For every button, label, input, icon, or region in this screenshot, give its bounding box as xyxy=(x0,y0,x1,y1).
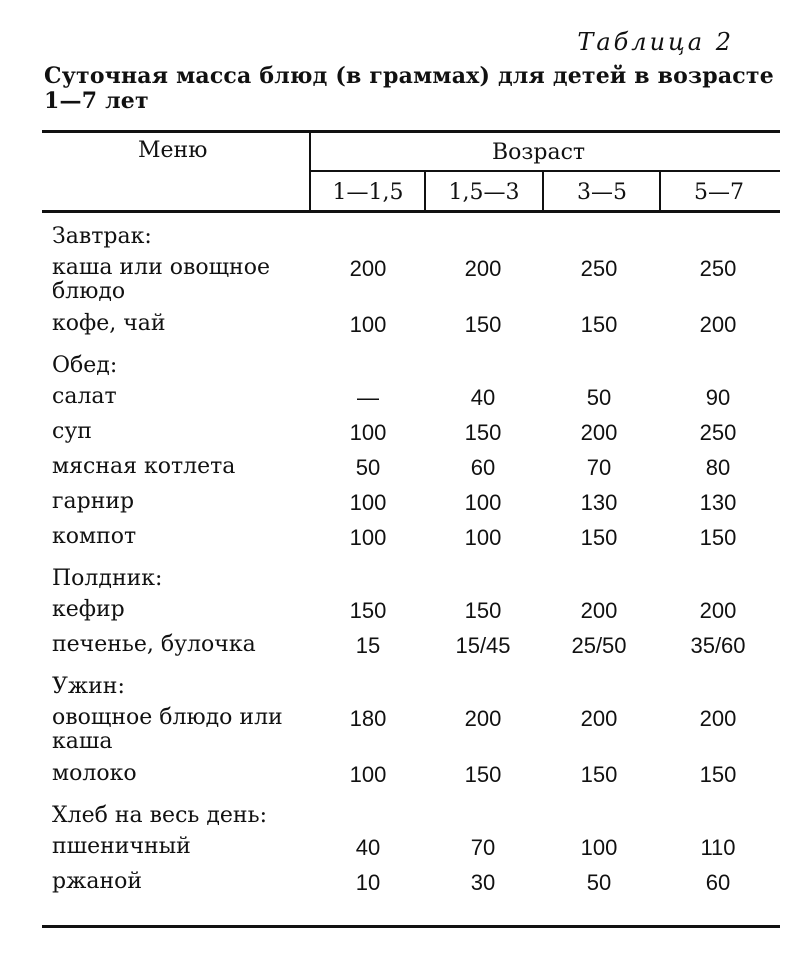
row-label: печенье, булочка xyxy=(52,632,256,657)
value-age-4: 60 xyxy=(705,870,731,895)
value-age-2: 200 xyxy=(464,256,502,281)
row-label: ржаной xyxy=(52,869,143,894)
row-label: компот xyxy=(52,524,137,549)
section-heading-daily-bread: Хлеб на весь день: xyxy=(52,803,267,828)
value-age-1: 100 xyxy=(349,490,387,515)
table-header xyxy=(42,130,780,212)
age-group-3: 3—5 xyxy=(577,180,627,205)
table-row xyxy=(52,870,752,905)
row-label: овощное блюдо или каша xyxy=(52,705,283,754)
section-heading-lunch: Обед: xyxy=(52,353,118,378)
section-heading-breakfast: Завтрак: xyxy=(52,224,152,249)
value-age-4: 200 xyxy=(699,706,737,731)
value-age-4: 250 xyxy=(699,256,737,281)
value-age-1: 100 xyxy=(349,525,387,550)
value-age-1: 15 xyxy=(355,633,381,658)
value-age-1: 40 xyxy=(355,835,381,860)
value-age-2: 30 xyxy=(470,870,496,895)
row-label: молоко xyxy=(52,761,137,786)
value-age-3: 50 xyxy=(586,870,612,895)
row-label: суп xyxy=(52,419,92,444)
value-age-4: 90 xyxy=(705,385,731,410)
table-row xyxy=(52,490,752,525)
value-age-3: 150 xyxy=(580,525,618,550)
value-age-2: 100 xyxy=(464,490,502,515)
section-heading-afternoon-snack: Полдник: xyxy=(52,566,163,591)
value-age-1: 180 xyxy=(349,706,387,731)
age-subheader-rule xyxy=(311,170,780,172)
row-label: гарнир xyxy=(52,489,135,514)
table-row xyxy=(52,598,752,633)
row-label: каша или овощное блюдо xyxy=(52,255,270,304)
table-row xyxy=(52,762,752,797)
header-bottom-rule xyxy=(42,210,780,213)
table-row xyxy=(52,835,752,870)
row-label: кофе, чай xyxy=(52,311,166,336)
value-age-3: 200 xyxy=(580,598,618,623)
row-label: кефир xyxy=(52,597,125,622)
table-row xyxy=(52,312,752,347)
value-age-4: 35/60 xyxy=(690,633,746,658)
meal-mass-table xyxy=(52,218,752,905)
value-age-1: 50 xyxy=(355,455,381,480)
age-group-1: 1—1,5 xyxy=(332,180,404,205)
menu-column-heading: Меню xyxy=(138,138,208,163)
value-age-3: 70 xyxy=(586,455,612,480)
row-label: салат xyxy=(52,384,117,409)
value-age-3: 50 xyxy=(586,385,612,410)
value-age-1: 100 xyxy=(349,420,387,445)
value-age-3: 100 xyxy=(580,835,618,860)
value-age-4: 200 xyxy=(699,312,737,337)
value-age-3: 250 xyxy=(580,256,618,281)
value-age-1: 10 xyxy=(355,870,381,895)
age-group-4: 5—7 xyxy=(694,180,744,205)
section-heading-dinner: Ужин: xyxy=(52,674,125,699)
value-age-2: 100 xyxy=(464,525,502,550)
value-age-1: 200 xyxy=(349,256,387,281)
row-label: мясная котлета xyxy=(52,454,236,479)
value-age-1: 100 xyxy=(349,762,387,787)
table-row xyxy=(52,706,752,762)
value-age-3: 200 xyxy=(580,706,618,731)
header-top-rule xyxy=(42,130,780,133)
value-age-4: 200 xyxy=(699,598,737,623)
value-age-2: 40 xyxy=(470,385,496,410)
value-age-4: 250 xyxy=(699,420,737,445)
value-age-4: 150 xyxy=(699,762,737,787)
value-age-2: 15/45 xyxy=(455,633,511,658)
value-age-3: 150 xyxy=(580,312,618,337)
value-age-2: 150 xyxy=(464,312,502,337)
table-row xyxy=(52,455,752,490)
age-column-heading: Возраст xyxy=(492,140,586,165)
value-age-4: 150 xyxy=(699,525,737,550)
value-age-2: 60 xyxy=(470,455,496,480)
value-age-3: 25/50 xyxy=(571,633,627,658)
table-bottom-rule xyxy=(42,925,780,928)
table-number: Таблица 2 xyxy=(577,28,734,56)
value-age-3: 200 xyxy=(580,420,618,445)
table-row xyxy=(52,256,752,312)
value-age-4: 80 xyxy=(705,455,731,480)
table-title: Суточная масса блюд (в граммах) для детей в возрасте 1—7 лет xyxy=(44,63,774,114)
value-age-1: 100 xyxy=(349,312,387,337)
value-age-2: 70 xyxy=(470,835,496,860)
value-age-4: 130 xyxy=(699,490,737,515)
value-age-2: 150 xyxy=(464,598,502,623)
value-age-1: 150 xyxy=(349,598,387,623)
value-age-3: 130 xyxy=(580,490,618,515)
row-label: пшеничный xyxy=(52,834,191,859)
value-age-2: 200 xyxy=(464,706,502,731)
table-row xyxy=(52,420,752,455)
table-row xyxy=(52,525,752,560)
value-age-4: 110 xyxy=(700,835,736,860)
table-row xyxy=(52,385,752,420)
value-age-2: 150 xyxy=(464,420,502,445)
value-age-1: — xyxy=(357,385,379,410)
value-age-2: 150 xyxy=(464,762,502,787)
value-age-3: 150 xyxy=(580,762,618,787)
table-row xyxy=(52,633,752,668)
age-group-2: 1,5—3 xyxy=(448,180,520,205)
